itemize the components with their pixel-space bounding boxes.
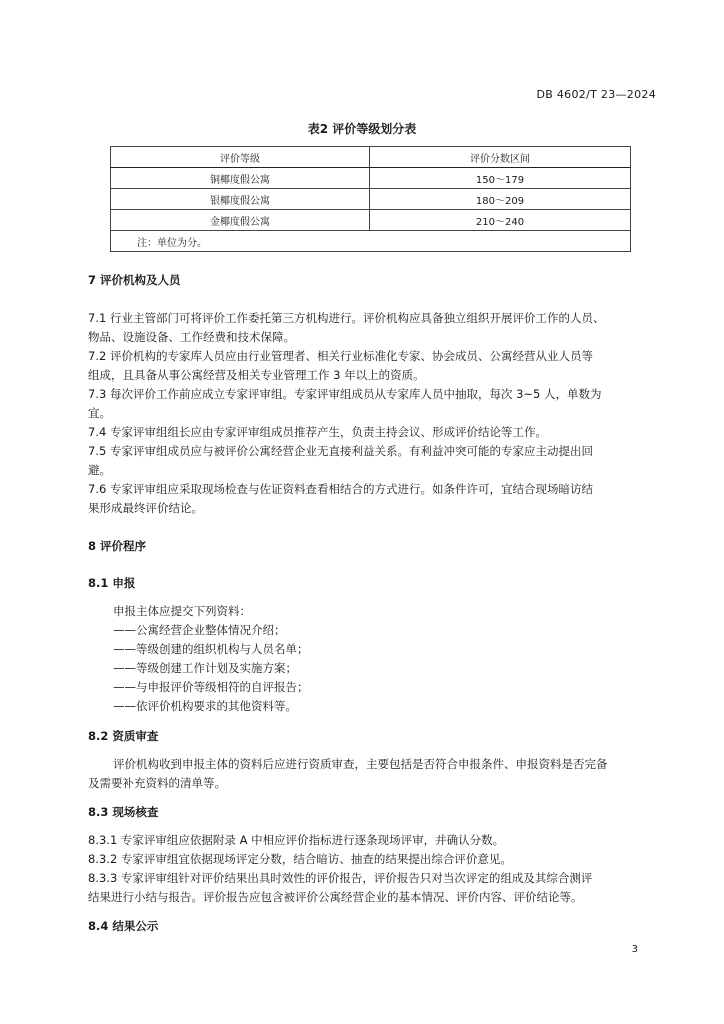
section-heading: 7 评价机构及人员	[88, 273, 181, 287]
paragraph-line: 7.5 专家评审组成员应与被评价公寓经营企业无直接利益关系。有利益冲突可能的专家应主动提出回	[88, 444, 593, 458]
paragraph-line: 7.4 专家评审组组长应由专家评审组成员推荐产生，负责主持会议、形成评价结论等工作。	[88, 425, 547, 439]
subsection-heading: 8.2 资质审查	[88, 729, 159, 743]
table-row	[111, 210, 631, 231]
list-item: ——与申报评价等级相符的自评报告；	[113, 680, 309, 694]
list-item: ——公寓经营企业整体情况介绍；	[113, 623, 286, 637]
paragraph-line: 评价机构收到申报主体的资料后应进行资质审查，主要包括是否符合申报条件、申报资料是否完备	[113, 757, 608, 771]
paragraph-line: 7.6 专家评审组应采取现场检查与佐证资料查看相结合的方式进行。如条件许可，宜结合现场暗访结	[88, 482, 593, 496]
paragraph-line: 物品、设施设备、工作经费和技术保障。	[88, 330, 295, 344]
paragraph-line: 8.3.3 专家评审组针对评价结果出具时效性的评价报告，评价报告只对当次评定的组成及其综合测评	[88, 871, 593, 885]
paragraph-line: 7.1 行业主管部门可将评价工作委托第三方机构进行。评价机构应具备独立组织开展评价工作的人员、	[88, 311, 605, 325]
section-heading: 8 评价程序	[88, 539, 147, 553]
table-title: 表2 评价等级划分表	[307, 122, 417, 136]
subsection-heading: 8.1 申报	[88, 576, 136, 590]
table-cell: 150～179	[370, 168, 631, 189]
paragraph-line: 申报主体应提交下列资料：	[113, 604, 251, 618]
paragraph-line: 结果进行小结与报告。评价报告应包含被评价公寓经营企业的基本情况、评价内容、评价结论等。	[88, 890, 583, 904]
table-note: 注：单位为分。	[111, 231, 631, 252]
grade-table	[110, 146, 631, 252]
paragraph-line: 组成，且具备从事公寓经营及相关专业管理工作 3 年以上的资质。	[88, 368, 425, 382]
table-cell: 银椰度假公寓	[111, 189, 370, 210]
table-header-row	[111, 147, 631, 168]
table-cell: 金椰度假公寓	[111, 210, 370, 231]
paragraph-line: 避。	[88, 463, 111, 477]
paragraph-line: 7.3 每次评价工作前应成立专家评审组。专家评审组成员从专家库人员中抽取，每次 3~5 人，单数为	[88, 387, 602, 401]
table-cell: 210～240	[370, 210, 631, 231]
list-item: ——等级创建的组织机构与人员名单；	[113, 642, 309, 656]
paragraph-line: 7.2 评价机构的专家库人员应由行业管理者、相关行业标准化专家、协会成员、公寓经营从业人员等	[88, 349, 593, 363]
table-cell: 铜椰度假公寓	[111, 168, 370, 189]
table-header-cell: 评价分数区间	[370, 147, 631, 168]
paragraph-line: 8.3.1 专家评审组应依据附录 A 中相应评价指标进行逐条现场评审，并确认分数。	[88, 833, 505, 847]
paragraph-line: 及需要补充资料的清单等。	[88, 776, 226, 790]
table-row	[111, 189, 631, 210]
paragraph-line: 果形成最终评价结论。	[88, 501, 203, 515]
subsection-heading: 8.3 现场核查	[88, 805, 159, 819]
table-cell: 180～209	[370, 189, 631, 210]
table-row	[111, 168, 631, 189]
list-item: ——等级创建工作计划及实施方案；	[113, 661, 297, 675]
paragraph-line: 宜。	[88, 406, 111, 420]
table-header-cell: 评价等级	[111, 147, 370, 168]
table-note-row	[111, 231, 631, 252]
page-number: 3	[631, 944, 638, 955]
list-item: ——依评价机构要求的其他资料等。	[113, 699, 297, 713]
document-code: DB 4602/T 23—2024	[536, 88, 656, 101]
subsection-heading: 8.4 结果公示	[88, 919, 159, 933]
paragraph-line: 8.3.2 专家评审组宜依据现场评定分数，结合暗访、抽查的结果提出综合评价意见。	[88, 852, 512, 866]
